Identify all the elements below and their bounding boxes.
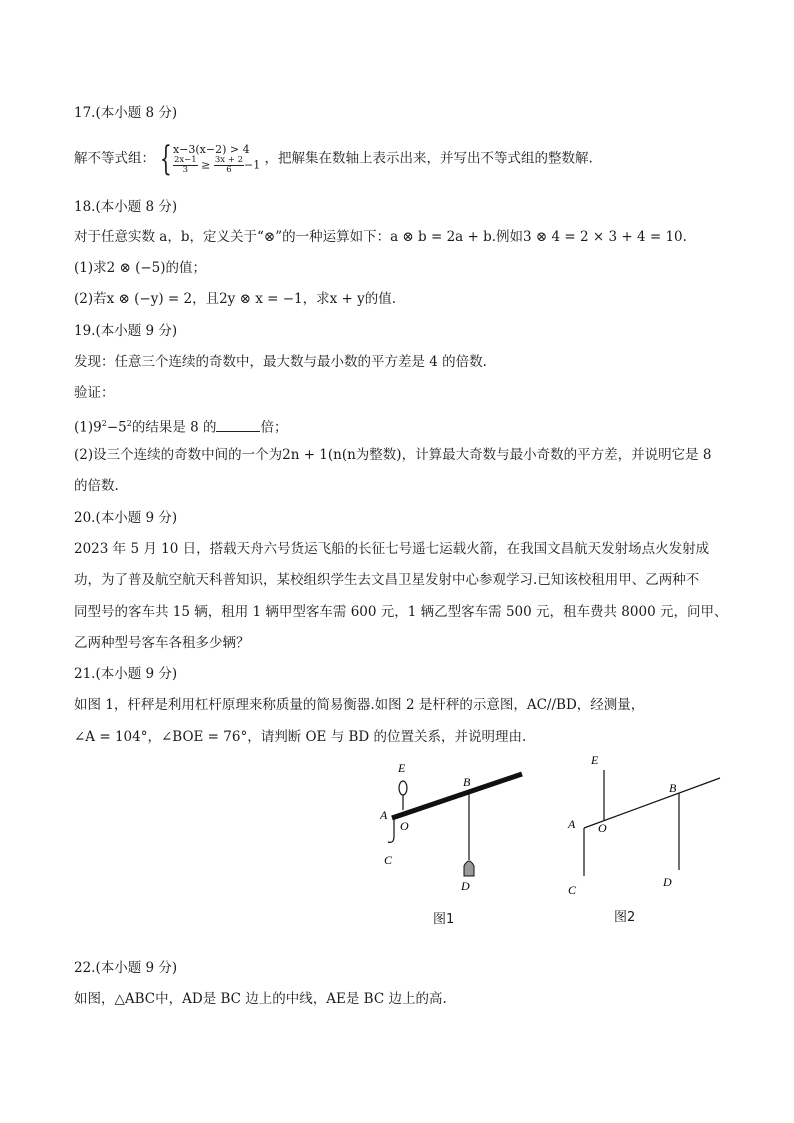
q21-line1: 如图 1，杆秤是利用杠杆原理来称质量的简易衡器.如图 2 是杆秤的示意图，AC//BD，经测量， xyxy=(74,697,645,713)
q18-part1: (1)求2 ⊗ (−5)的值； xyxy=(74,260,207,276)
q19-part2: (2)设三个连续的奇数中间的一个为2n + 1(n(n为整数)，计算最大奇数与最小奇数的平方差，并说明它是 8 xyxy=(74,447,712,463)
figure-1-caption: 图1 xyxy=(433,912,455,927)
label-A: A xyxy=(380,808,388,822)
beam xyxy=(392,774,522,818)
q17-suffix: ，把解集在数轴上表示出来，并写出不等式组的整数解. xyxy=(264,150,593,167)
inequality-system xyxy=(159,139,261,179)
q19-discovery: 发现：任意三个连续的奇数中，最大数与最小数的平方差是 4 的倍数. xyxy=(74,354,487,370)
q21-heading: 21.(本小题 9 分) xyxy=(74,666,178,682)
q20-line1: 2023 年 5 月 10 日，搭载天舟六号货运飞船的长征七号遥七运载火箭，在我国文昌航天发射场点火发射成 xyxy=(74,541,710,557)
q17-statement xyxy=(74,139,593,179)
q19-heading: 19.(本小题 9 分) xyxy=(74,323,178,339)
q19-verify-label: 验证： xyxy=(74,385,115,401)
q17-prefix: 解不等式组： xyxy=(74,150,155,167)
q19-part1: $(1)9^2-5^2$的结果是 8 的 倍； xyxy=(74,419,288,436)
q21-line2: ∠A = 104°，∠BOE = 76°，请判断 OE 与 BD 的位置关系，并说明理由. xyxy=(74,729,527,745)
q18-definition: 对于任意实数 a，b，定义关于“⊗”的一种运算如下：a ⊗ b = 2a + b.例如3 ⊗ 4 = 2 × 3 + 4 = 10. xyxy=(74,229,687,245)
q18-part2: (2)若x ⊗ (−y) = 2，且2y ⊗ x = −1，求x + y的值. xyxy=(74,291,397,307)
label-O: O xyxy=(400,819,409,833)
hook-loop xyxy=(399,781,407,795)
label-B: B xyxy=(463,775,471,789)
label-C: C xyxy=(568,883,577,897)
label-A: A xyxy=(568,817,576,831)
label-D: D xyxy=(461,879,470,893)
system-brace: { xyxy=(160,139,173,179)
label-O: O xyxy=(598,821,607,835)
inequality-1: x−3(x−2) > 4 xyxy=(172,143,250,156)
label-B: B xyxy=(669,781,677,795)
answer-blank[interactable] xyxy=(216,419,260,432)
label-D: D xyxy=(663,875,672,889)
q20-line3: 同型号的客车共 15 辆，租用 1 辆甲型客车需 600 元，1 辆乙型客车需 500 元，租车费共 8000 元，问甲、 xyxy=(74,604,728,620)
lower-hook xyxy=(388,820,394,842)
q18-heading: 18.(本小题 8 分) xyxy=(74,199,178,215)
q20-line4: 乙两种型号客车各租多少辆？ xyxy=(74,635,250,651)
label-E: E xyxy=(591,753,599,767)
q19-part2-cont: 的倍数. xyxy=(74,478,119,494)
q20-heading: 20.(本小题 9 分) xyxy=(74,510,178,526)
q22-line1: 如图，△ABC中，AD是 BC 边上的中线，AE是 BC 边上的高. xyxy=(74,991,447,1007)
q22-heading: 22.(本小题 9 分) xyxy=(74,960,178,976)
q17-heading: 17.(本小题 8 分) xyxy=(74,105,178,121)
inequality-2: $\frac{2x-1}{3}$ ≥ $\frac{3x + 2}{6}$ −1 xyxy=(173,155,261,175)
q20-line2: 功，为了普及航空航天科普知识，某校组织学生去文昌卫星发射中心参观学习.已知该校租用甲、乙两种不 xyxy=(74,572,700,588)
label-E: E xyxy=(398,761,406,775)
counterweight xyxy=(464,861,474,876)
figure-2-caption: 图2 xyxy=(614,910,636,925)
label-C: C xyxy=(384,853,393,867)
figure-2-schematic xyxy=(560,752,724,902)
figure-1-steelyard xyxy=(370,758,540,908)
